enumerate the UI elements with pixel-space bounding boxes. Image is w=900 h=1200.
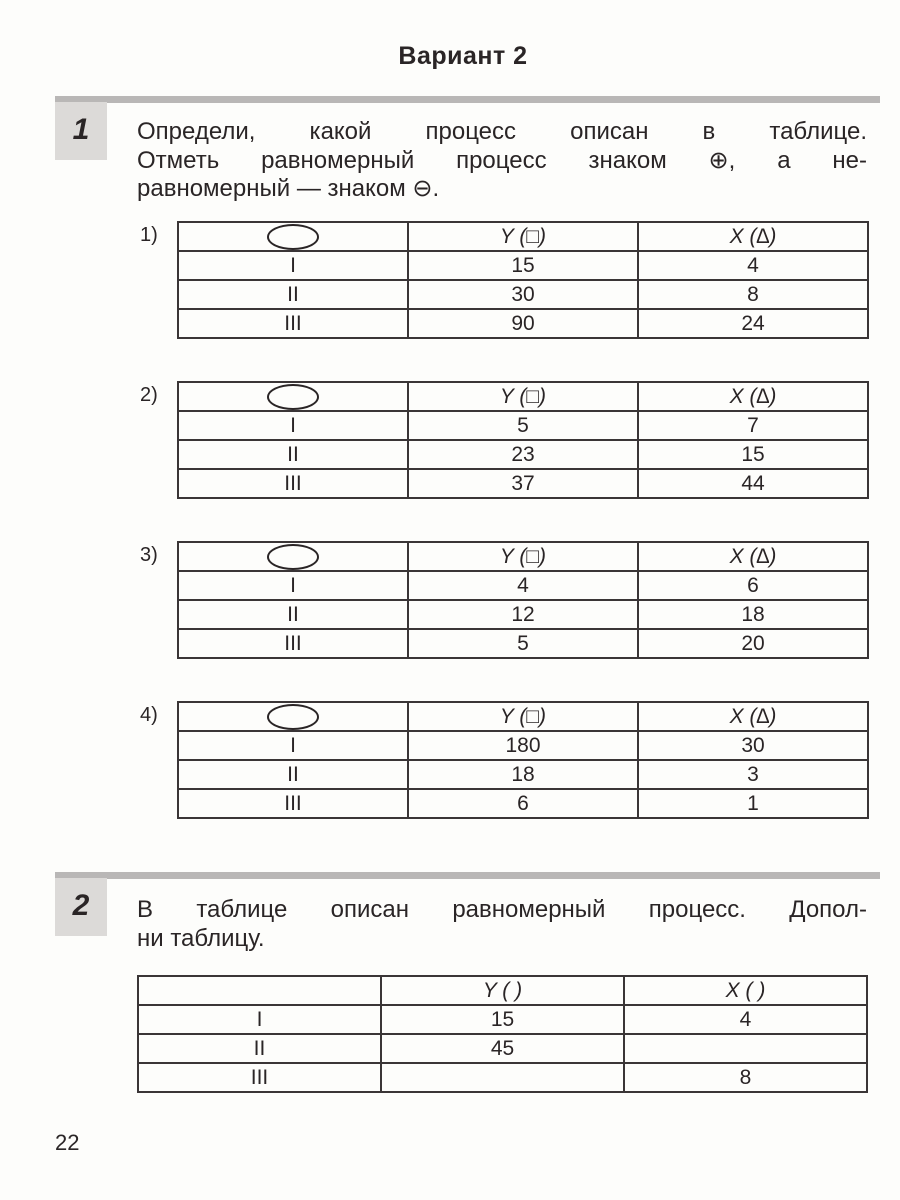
cell: 7 <box>638 411 868 440</box>
task-line: ни таблицу. <box>137 924 265 952</box>
mark-cell[interactable] <box>178 222 408 251</box>
task-number: 1 <box>55 102 107 160</box>
cell: 8 <box>624 1063 867 1092</box>
cell: 4 <box>638 251 868 280</box>
cell: 15 <box>408 251 638 280</box>
cell: 24 <box>638 309 868 338</box>
cell: III <box>178 789 408 818</box>
cell: 90 <box>408 309 638 338</box>
cell: I <box>178 251 408 280</box>
table-row <box>138 1034 867 1063</box>
task-1-text <box>137 118 867 204</box>
table-row <box>178 469 868 498</box>
cell: 8 <box>638 280 868 309</box>
cell: 12 <box>408 600 638 629</box>
header-cell[interactable]: X ( ) <box>624 976 867 1005</box>
mark-cell[interactable] <box>178 382 408 411</box>
table-row <box>138 1005 867 1034</box>
cell: II <box>178 440 408 469</box>
table-row <box>178 411 868 440</box>
table-label: 4) <box>140 704 158 726</box>
cell: II <box>138 1034 381 1063</box>
process-table <box>177 701 869 819</box>
cell: I <box>178 731 408 760</box>
cell: 37 <box>408 469 638 498</box>
cell: 30 <box>408 280 638 309</box>
table-row <box>178 789 868 818</box>
cell: I <box>138 1005 381 1034</box>
cell: II <box>178 760 408 789</box>
cell: III <box>178 629 408 658</box>
task-line: равномерный — знаком ⊖. <box>137 175 440 202</box>
header-cell: X (∆) <box>638 382 868 411</box>
blank-cell[interactable] <box>624 1034 867 1063</box>
cell: 4 <box>624 1005 867 1034</box>
cell: II <box>178 600 408 629</box>
cell: 180 <box>408 731 638 760</box>
task-line: В таблице описан равномерный процесс. Допол- <box>137 896 867 923</box>
blank-cell[interactable] <box>381 1063 624 1092</box>
page-title: Вариант 2 <box>398 42 528 70</box>
answer-circle-icon[interactable] <box>267 544 319 570</box>
cell: 15 <box>381 1005 624 1034</box>
table-row <box>178 309 868 338</box>
cell: II <box>178 280 408 309</box>
section-divider <box>55 96 880 103</box>
page-number: 22 <box>55 1130 80 1155</box>
answer-circle-icon[interactable] <box>267 384 319 410</box>
task-line: Определи, какой процесс описан в таблице. <box>137 118 867 145</box>
cell: 20 <box>638 629 868 658</box>
task-2-text <box>137 896 867 953</box>
cell: 23 <box>408 440 638 469</box>
table-header-row <box>178 382 868 411</box>
header-cell[interactable]: Y ( ) <box>381 976 624 1005</box>
header-cell: Y (□) <box>408 542 638 571</box>
cell: 30 <box>638 731 868 760</box>
table-label: 2) <box>140 384 158 406</box>
table-header-row <box>178 702 868 731</box>
cell: I <box>178 571 408 600</box>
answer-circle-icon[interactable] <box>267 224 319 250</box>
cell: III <box>138 1063 381 1092</box>
task-line: Отметь равномерный процесс знаком ⊕, а не- <box>137 146 867 174</box>
process-table <box>177 541 869 659</box>
table-row <box>178 760 868 789</box>
header-cell: X (∆) <box>638 542 868 571</box>
cell: 3 <box>638 760 868 789</box>
cell: 5 <box>408 629 638 658</box>
table-label: 3) <box>140 544 158 566</box>
mark-cell[interactable] <box>178 702 408 731</box>
table-label: 1) <box>140 224 158 246</box>
table-header-row <box>178 542 868 571</box>
task-number: 2 <box>55 878 107 936</box>
cell: 44 <box>638 469 868 498</box>
cell: III <box>178 309 408 338</box>
cell: 6 <box>408 789 638 818</box>
table-row <box>178 440 868 469</box>
table-header-row <box>138 976 867 1005</box>
header-cell <box>138 976 381 1005</box>
cell: 15 <box>638 440 868 469</box>
header-cell: Y (□) <box>408 702 638 731</box>
table-header-row <box>178 222 868 251</box>
cell: I <box>178 411 408 440</box>
mark-cell[interactable] <box>178 542 408 571</box>
answer-circle-icon[interactable] <box>267 704 319 730</box>
fill-in-table <box>137 975 868 1093</box>
cell: 6 <box>638 571 868 600</box>
table-row <box>178 571 868 600</box>
table-row <box>178 600 868 629</box>
cell: 18 <box>408 760 638 789</box>
header-cell: X (∆) <box>638 702 868 731</box>
table-row <box>178 731 868 760</box>
process-table <box>177 381 869 499</box>
cell: 4 <box>408 571 638 600</box>
table-row <box>178 629 868 658</box>
table-row <box>138 1063 867 1092</box>
cell: III <box>178 469 408 498</box>
header-cell: Y (□) <box>408 222 638 251</box>
header-cell: Y (□) <box>408 382 638 411</box>
table-row <box>178 251 868 280</box>
cell: 18 <box>638 600 868 629</box>
table-row <box>178 280 868 309</box>
cell: 5 <box>408 411 638 440</box>
process-table <box>177 221 869 339</box>
section-divider <box>55 872 880 879</box>
cell: 45 <box>381 1034 624 1063</box>
header-cell: X (∆) <box>638 222 868 251</box>
cell: 1 <box>638 789 868 818</box>
